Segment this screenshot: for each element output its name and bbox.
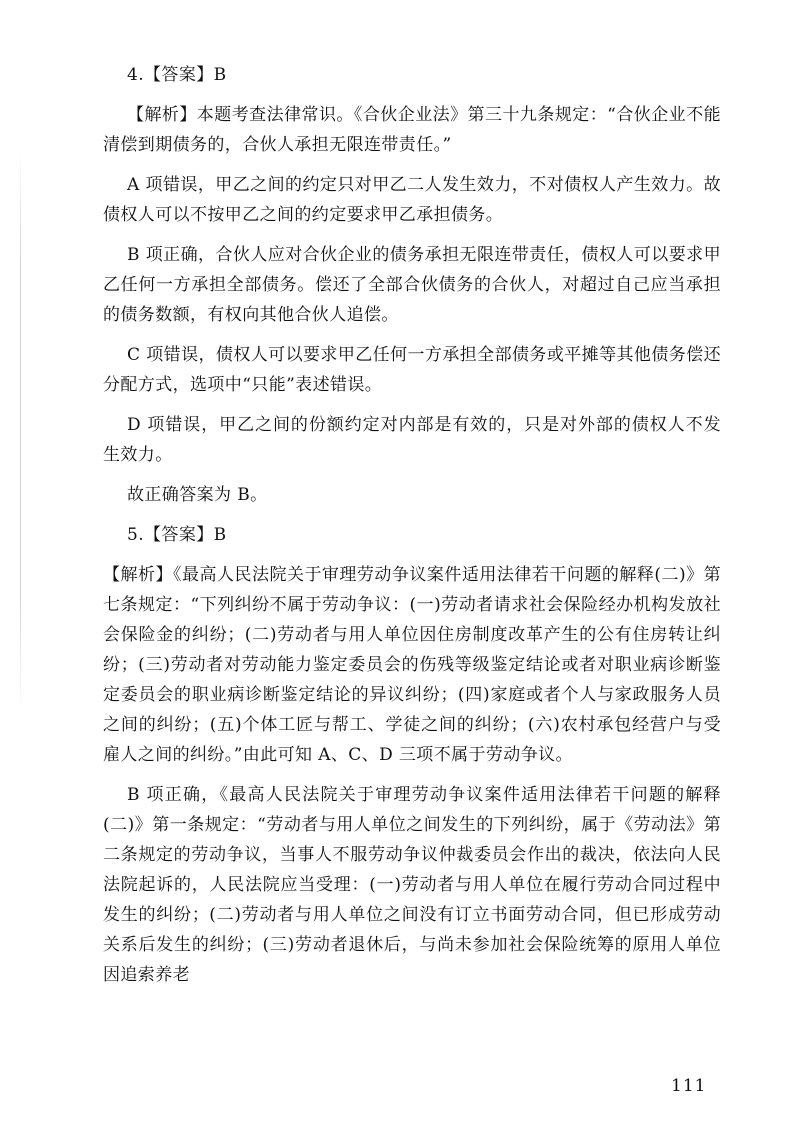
- scan-page-edge: [20, 150, 21, 710]
- explanation-q5: 【解析】《最高人民法院关于审理劳动争议案件适用法律若干问题的解释(二)》第七条规定：“下列纠纷不属于劳动争议：(一)劳动者请求社会保险经办机构发放社会保险金的纠纷；(二)劳动者与用人单位因住房制度改革产生的公有住房转让纠纷；(三)劳动者对劳动能力鉴定委员会的伤残等级鉴定结论或者对职业病诊断鉴定委员会的职业病诊断鉴定结论的异议纠纷；(四)家庭或者个人与家政服务人员之间的纠纷；(五)个体工匠与帮工、学徒之间的纠纷；(六)农村承包经营户与受雇人之间的纠纷。”由此可知 A、C、D 三项不属于劳动争议。: [103, 565, 721, 765]
- document-body: [103, 60, 721, 990]
- page-number: 111: [671, 1076, 707, 1096]
- option-a-analysis-q4: A 项错误，甲乙之间的约定只对甲乙二人发生效力，不对债权人产生效力。故债权人可以不按甲乙之间的约定要求甲乙承担债务。: [103, 175, 721, 225]
- option-b-analysis-q4: B 项正确，合伙人应对合伙企业的债务承担无限连带责任，债权人可以要求甲乙任何一方承担全部债务。偿还了全部合伙债务的合伙人，对超过自己应当承担的债务数额，有权向其他合伙人追偿。: [103, 245, 721, 325]
- answer-heading-q5: 5.【答案】B: [127, 525, 227, 545]
- conclusion-q4: 故正确答案为 B。: [127, 485, 268, 505]
- option-b-analysis-q5: B 项正确，《最高人民法院关于审理劳动争议案件适用法律若干问题的解释(二)》第一条规定：“劳动者与用人单位之间发生的下列纠纷，属于《劳动法》第二条规定的劳动争议，当事人不服劳动争议仲裁委员会作出的裁决，依法向人民法院起诉的，人民法院应当受理：(一)劳动者与用人单位在履行劳动合同过程中发生的纠纷；(二)劳动者与用人单位之间没有订立书面劳动合同，但已形成劳动关系后发生的纠纷；(三)劳动者退休后，与尚未参加社会保险统筹的原用人单位因追索养老: [103, 785, 721, 985]
- explanation-q4: 【解析】本题考查法律常识。《合伙企业法》第三十九条规定：“合伙企业不能清偿到期债务的，合伙人承担无限连带责任。”: [103, 105, 721, 155]
- option-c-analysis-q4: C 项错误，债权人可以要求甲乙任何一方承担全部债务或平摊等其他债务偿还分配方式，选项中“只能”表述错误。: [103, 345, 721, 395]
- option-d-analysis-q4: D 项错误，甲乙之间的份额约定对内部是有效的，只是对外部的债权人不发生效力。: [103, 415, 721, 465]
- answer-heading-q4: 4.【答案】B: [127, 65, 227, 85]
